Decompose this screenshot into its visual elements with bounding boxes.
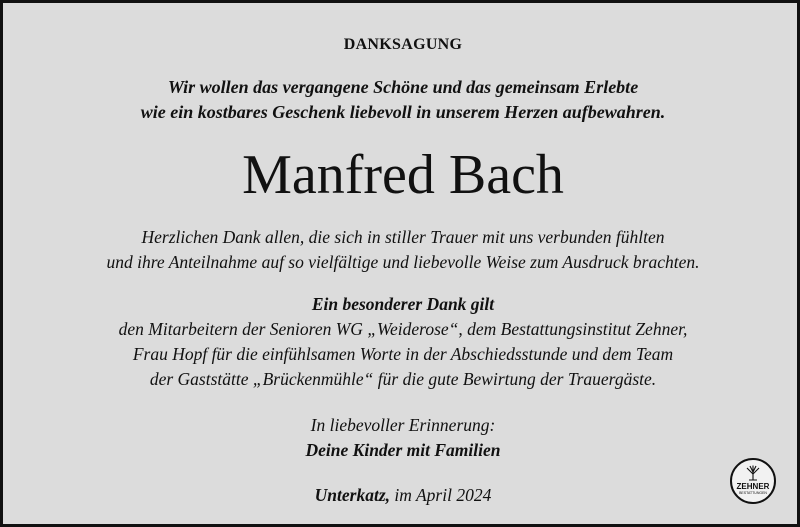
logo-subtitle: BESTATTUNGEN [739,491,767,495]
motto [3,75,800,125]
logo-brand: ZEHNER [736,482,770,491]
memory-block [3,413,800,463]
place-town: Unterkatz, [314,485,391,505]
heading: DANKSAGUNG [343,36,463,53]
special-thanks [3,292,800,392]
place-date [3,485,800,506]
thanks-text [3,225,800,275]
thanks-line-1: Herzlichen Dank allen, die sich in stiller Trauer mit uns verbunden fühlten [141,227,665,247]
deceased-name: Manfred Bach [242,144,564,206]
tree-icon [744,465,762,481]
special-thanks-title: Ein besonderer Dank gilt [311,294,495,314]
place-date-text: im April 2024 [394,485,492,505]
special-thanks-line-2: Frau Hopf für die einfühlsamen Worte in der Abschiedsstunde und dem Team [132,344,674,364]
special-thanks-line-3: der Gaststätte „Brückenmühle“ für die gute Bewirtung der Trauergäste. [149,369,657,389]
motto-line-2: wie ein kostbares Geschenk liebevoll in unserem Herzen aufbewahren. [140,102,666,122]
memory-intro: In liebevoller Erinnerung: [310,415,496,435]
signature: Deine Kinder mit Familien [305,440,501,460]
zehner-logo [730,458,776,504]
motto-line-1: Wir wollen das vergangene Schöne und das gemeinsam Erlebte [167,77,639,97]
thanks-line-2: und ihre Anteilnahme auf so vielfältige und liebevolle Weise zum Ausdruck brachten. [106,252,700,272]
special-thanks-line-1: den Mitarbeitern der Senioren WG „Weiderose“, dem Bestattungsinstitut Zehner, [118,319,688,339]
